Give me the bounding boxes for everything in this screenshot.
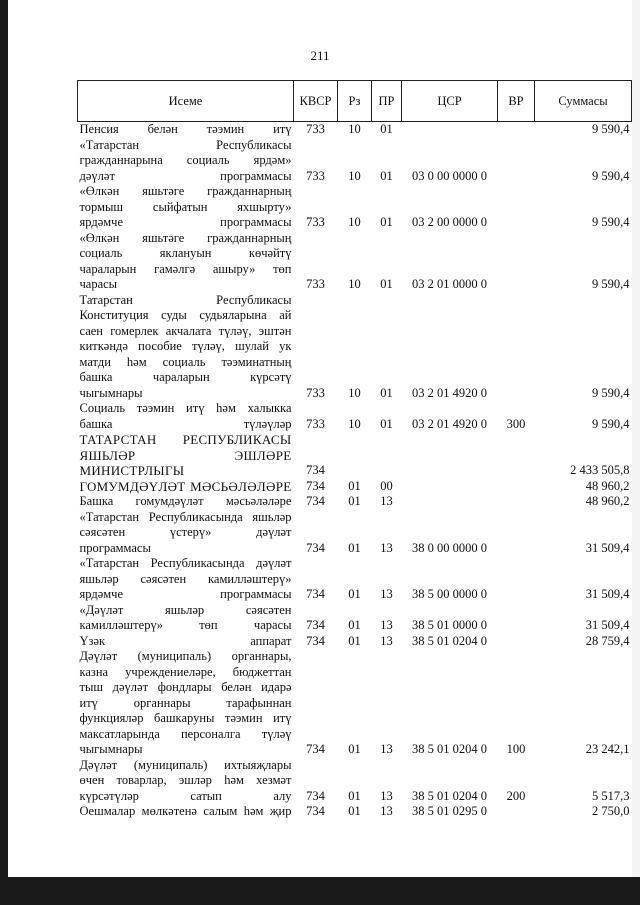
row-rz: 01 (348, 633, 361, 648)
row-sum: 31 509,4 (585, 540, 630, 555)
row-pr: 13 (380, 788, 393, 803)
row-csr: 03 2 01 0000 0 (412, 277, 487, 291)
header-csr: ЦСР (402, 81, 498, 122)
table-row (78, 634, 632, 650)
row-vr (498, 494, 535, 510)
row-rz: 01 (348, 494, 361, 508)
table-row (78, 184, 632, 231)
table-row (78, 479, 632, 495)
header-sum: Суммасы (535, 81, 632, 122)
row-name-line: Конституция суды судьяларына ай (79, 308, 292, 322)
row-name (78, 479, 294, 495)
row-name (78, 649, 294, 758)
table-row (78, 231, 632, 293)
row-sum: 9 590,4 (592, 416, 630, 431)
row-kvsr: 734 (306, 618, 325, 632)
row-name-line: Дәүләт (муниципаль) ихтыяҗлары (79, 757, 292, 772)
row-sum: 9 590,4 (592, 385, 630, 400)
row-kvsr: 734 (306, 804, 325, 818)
row-csr: 38 5 01 0204 0 (412, 742, 487, 756)
row-sum: 2 433 505,8 (570, 463, 630, 477)
row-name-line: максатларында персоналга түләү (79, 726, 292, 741)
row-name-line: чараларын гамәлгә ашыру» төп (79, 261, 292, 276)
row-sum: 28 759,4 (585, 633, 630, 648)
row-name (78, 804, 294, 820)
row-name-line: киткәндә пособие түләү, шулай ук (79, 339, 292, 353)
row-rz: 10 (348, 168, 361, 183)
row-rz: 10 (348, 277, 361, 291)
row-name (78, 293, 294, 402)
table-row (78, 138, 632, 185)
row-rz: 01 (348, 742, 361, 756)
header-rz: Рз (338, 81, 372, 122)
row-rz: 01 (348, 788, 361, 803)
row-name-line: функцияләр башкаруны тәэмин итү (79, 711, 292, 725)
row-name-line: Пенсия белән тәэмин итү (79, 122, 292, 136)
row-sum: 23 242,1 (585, 742, 630, 756)
row-name-line: тормыш сыйфатын яхшырту» (79, 199, 292, 214)
row-sum: 9 590,4 (592, 277, 630, 291)
row-pr: 00 (380, 478, 393, 493)
row-csr: 38 5 01 0295 0 (412, 804, 487, 818)
row-name-line: Татарстан Республикасы (79, 292, 292, 307)
row-vr (498, 138, 535, 185)
row-csr: 38 0 00 0000 0 (412, 540, 487, 555)
row-vr (498, 293, 535, 402)
row-kvsr: 734 (306, 587, 325, 601)
row-name-line: камилләштерү» төп чарасы (79, 618, 292, 632)
row-name-line: ярдәмче программасы (79, 215, 292, 229)
row-sum: 9 590,4 (592, 122, 630, 136)
row-name-line: тыш дәүләт фондлары белән идарә (79, 680, 292, 694)
row-vr: 100 (506, 742, 526, 756)
row-csr: 03 2 01 4920 0 (412, 385, 487, 400)
row-name-line: башка чараларын күрсәтү (79, 370, 292, 384)
row-kvsr: 733 (306, 168, 325, 183)
table-row (78, 510, 632, 557)
table-row (78, 122, 632, 138)
row-name-line: казна учреждениеләре, бюджеттан (79, 664, 292, 679)
table-row (78, 432, 632, 479)
row-pr: 13 (380, 540, 393, 555)
row-name-line: Дәүләт (муниципаль) органнары, (79, 649, 292, 663)
row-pr: 01 (380, 277, 393, 291)
table-row (78, 293, 632, 402)
row-csr (402, 432, 498, 479)
row-name-line: саен гомерлек акчалата түләү, эштән (79, 323, 292, 338)
table-row (78, 556, 632, 603)
row-name (78, 510, 294, 557)
row-sum: 9 590,4 (592, 215, 630, 229)
row-name-line: ЯШЬЛӘР ЭШЛӘРЕ (79, 447, 292, 463)
row-pr: 01 (380, 416, 393, 431)
row-sum: 5 517,3 (592, 788, 630, 803)
row-name-line: башка түләүләр (79, 416, 292, 431)
row-rz: 10 (348, 385, 361, 400)
row-pr: 13 (380, 618, 393, 632)
row-name-line: ГОМУМДӘҮЛӘТ МӘСЬӘЛӘЛӘРЕ (79, 478, 292, 494)
row-csr (402, 479, 498, 495)
row-kvsr: 733 (306, 416, 325, 431)
row-name (78, 556, 294, 603)
table-body (78, 122, 632, 820)
row-name-line: социаль яклануын көчәйтү (79, 246, 292, 260)
row-kvsr: 733 (306, 277, 325, 291)
row-pr: 01 (380, 215, 393, 229)
row-rz: 01 (348, 618, 361, 632)
row-csr: 38 5 01 0000 0 (412, 618, 487, 632)
row-vr (498, 556, 535, 603)
row-name (78, 432, 294, 479)
row-csr: 38 5 01 0204 0 (412, 633, 487, 648)
row-pr: 13 (380, 494, 393, 508)
row-name (78, 603, 294, 634)
row-name (78, 122, 294, 138)
row-rz: 10 (348, 122, 361, 136)
row-sum: 48 960,2 (585, 478, 630, 493)
row-name (78, 184, 294, 231)
row-pr: 01 (380, 122, 393, 136)
row-rz: 01 (348, 540, 361, 555)
row-csr (402, 494, 498, 510)
row-name (78, 634, 294, 650)
row-rz: 10 (348, 416, 361, 431)
row-kvsr: 733 (306, 385, 325, 400)
header-pr: ПР (372, 81, 402, 122)
row-pr (372, 432, 402, 479)
row-vr (498, 479, 535, 495)
row-kvsr: 734 (306, 788, 325, 803)
row-rz: 01 (348, 587, 361, 601)
table-row (78, 649, 632, 758)
row-kvsr: 734 (306, 494, 325, 508)
row-csr: 38 5 00 0000 0 (412, 587, 487, 601)
row-name-line: өчен товарлар, эшләр һәм хезмәт (79, 773, 292, 787)
table-row (78, 804, 632, 820)
table-header (78, 81, 632, 122)
row-vr (498, 804, 535, 820)
table-row (78, 401, 632, 432)
scan-left-edge (0, 0, 8, 905)
row-name-line: «Өлкән яшьтәге гражданнарның (79, 184, 292, 198)
row-name-line: МИНИСТРЛЫГЫ (79, 463, 185, 478)
header-kvsr: КВСР (294, 81, 338, 122)
row-kvsr: 734 (306, 478, 325, 493)
header-vr: ВР (498, 81, 535, 122)
row-name (78, 758, 294, 805)
row-name (78, 401, 294, 432)
page-number: 211 (310, 48, 330, 63)
scan-bottom-edge (0, 877, 640, 905)
row-pr: 13 (380, 633, 393, 648)
row-name-line: Үзәк аппарат (79, 633, 292, 648)
row-rz: 10 (348, 215, 361, 229)
row-name-line: күрсәтүләр сатып алу (79, 788, 292, 803)
row-csr: 03 2 01 4920 0 (412, 416, 487, 431)
row-vr: 200 (506, 788, 526, 803)
row-name-line: «Татарстан Республикасында дәүләт (79, 556, 292, 570)
budget-table (77, 80, 632, 820)
row-name-line: «Татарстан Республикасында яшьләр (79, 509, 292, 524)
row-name-line: чыгымнары (79, 742, 143, 756)
row-vr (498, 603, 535, 634)
row-csr: 03 2 00 0000 0 (412, 215, 487, 229)
row-name-line: «Дәүләт яшьләр сәясәтен (79, 602, 292, 617)
row-kvsr: 734 (306, 463, 325, 477)
row-vr: 300 (506, 416, 526, 431)
row-name-line: чарасы (79, 277, 118, 291)
row-name-line: матди һәм социаль тәэминатның (79, 354, 292, 369)
row-name-line: «Өлкән яшьтәге гражданнарның (79, 230, 292, 245)
row-pr: 13 (380, 804, 393, 818)
row-vr (498, 184, 535, 231)
row-pr: 01 (380, 385, 393, 400)
row-name-line: чыгымнары (79, 385, 143, 400)
row-kvsr: 733 (306, 122, 325, 136)
row-name-line: дәүләт программасы (79, 168, 292, 183)
row-pr: 13 (380, 742, 393, 756)
row-rz (338, 432, 372, 479)
row-vr (498, 432, 535, 479)
row-name (78, 494, 294, 510)
scan-right-edge (632, 0, 640, 905)
row-csr (402, 122, 498, 138)
row-vr (498, 231, 535, 293)
row-csr: 03 0 00 0000 0 (412, 168, 487, 183)
row-pr: 01 (380, 168, 393, 183)
row-name-line: ярдәмче программасы (79, 587, 292, 601)
row-name-line: итү органнары тарафыннан (79, 695, 292, 710)
row-sum: 31 509,4 (585, 587, 630, 601)
row-vr (498, 510, 535, 557)
row-name-line: гражданнарына социаль ярдәм» (79, 153, 292, 167)
row-name-line: Башка гомумдәүләт мәсьәләләре (79, 494, 292, 508)
table-row (78, 603, 632, 634)
row-rz: 01 (348, 478, 361, 493)
table-row (78, 494, 632, 510)
row-csr: 38 5 01 0204 0 (412, 788, 487, 803)
row-name-line: сәясәтен үстерү» дәүләт (79, 525, 292, 539)
row-name-line: Социаль тәэмин итү һәм халыкка (79, 401, 292, 415)
row-name-line: «Татарстан Республикасы (79, 137, 292, 152)
row-name (78, 138, 294, 185)
row-name (78, 231, 294, 293)
header-name: Исеме (78, 81, 294, 122)
row-name-line: программасы (79, 540, 151, 555)
row-kvsr: 734 (306, 540, 325, 555)
row-sum: 48 960,2 (585, 494, 630, 508)
row-name-line: Оешмалар мөлкәтенә салым һәм җир (79, 804, 292, 818)
row-vr (498, 122, 535, 138)
row-kvsr: 733 (306, 215, 325, 229)
row-kvsr: 734 (306, 742, 325, 756)
row-sum: 2 750,0 (592, 804, 630, 818)
row-sum: 9 590,4 (592, 168, 630, 183)
row-kvsr: 734 (306, 633, 325, 648)
row-name-line: ТАТАРСТАН РЕСПУБЛИКАСЫ (79, 432, 292, 447)
row-vr (498, 634, 535, 650)
row-sum: 31 509,4 (585, 618, 630, 632)
row-name-line: яшьләр сәясәтен камилләштерү» (79, 571, 292, 586)
row-pr: 13 (380, 587, 393, 601)
row-rz: 01 (348, 804, 361, 818)
table-row (78, 758, 632, 805)
